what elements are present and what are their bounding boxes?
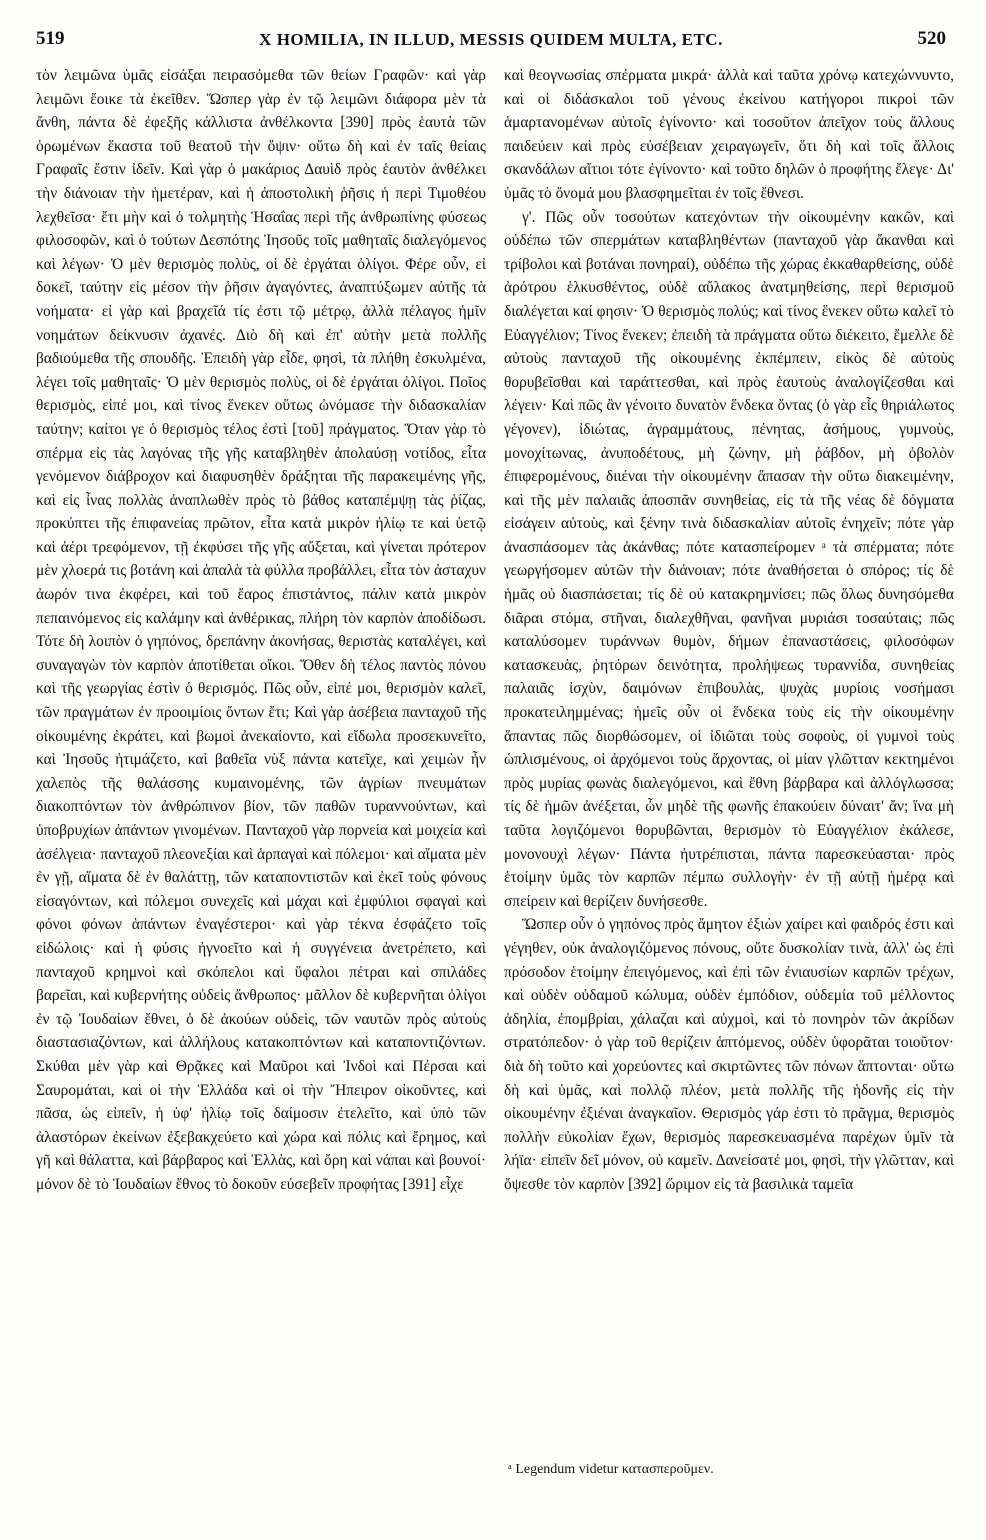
right-paragraph: Ὥσπερ οὖν ὁ γηπόνος πρὸς ἄμητον ἐξιὼν χαίρει καὶ φαιδρός ἐστι καὶ γέγηθεν, οὐκ ἀναλογιζόμενος πόνους, οὔτε δυσκολίαν τινὰ, ἀλλ' ὡς ἐπὶ πρόσοδον ἑτοίμην ἐπειγόμενος, καὶ ἐπὶ τῶν ἐνιαυσίων καρπῶν τρέχων, καὶ οὐδὲν οὐδαμοῦ κώλυμα, οὐδὲν ἐμπόδιον, οὐδεμία τοῦ μέλλοντος ἀδηλία, ἐπομβρίαι, χάλαζαι καὶ αὐχμοὶ, καὶ τὸ πονηρὸν τῶν ἀκρίδων στρατόπεδον· ὁ γὰρ τοῦ θερίζειν ἁπτόμενος, οὐδὲν ὑφορᾶται τοιοῦτον· διὰ δὴ τοῦτο καὶ χορεύοντες καὶ σκιρτῶντες τῶν πόνων ἅπτονται· οὕτω δὴ καὶ ὑμᾶς, καὶ πολλῷ πλέον, μετὰ πολλῆς τῆς ἡδονῆς εἰς τὴν οἰκουμένην ἐξιέναι ἀναγκαῖον. Θερισμὸς γάρ ἐστι τὸ πρᾶγμα, θερισμὸς πολλὴν εὐκολίαν ἔχων, θερισμὸς παρεσκευασμένα παρέχων ὑμῖν τὰ λήϊα· εἰπεῖν δεῖ μόνον, οὐ καμεῖν. Δανείσατέ μοι, φησὶ, τὴν γλῶτταν, καὶ ὄψεσθε τὸν καρπὸν [392] ὥριμον εἰς τὰ βασιλικὰ ταμεῖα (504, 916, 954, 1193)
left-column (36, 64, 486, 1484)
running-title: X HOMILIA, IN ILLUD, MESSIS QUIDEM MULTA, ETC. (259, 30, 723, 49)
page-number-left: 519 (36, 28, 65, 49)
running-header (36, 28, 946, 58)
right-paragraph: καὶ θεογνωσίας σπέρματα μικρά· ἀλλὰ καὶ ταῦτα χρόνῳ κατεχώννυντο, καὶ οἱ διδάσκαλοι τοῦ γένους ἐκείνου κατήγοροι πικροὶ τῶν ἁμαρτανομένων αὐτοῖς ἐγίνοντο· καὶ τοσοῦτον ἀπεῖχον τοὺς ἄλλους παιδεύειν καὶ πρὸς εὐσέβειαν χειραγωγεῖν, ὅτι δὴ καὶ τοῖς ἄλλοις σκανδάλων αἴτιοι τότε ἐγίνοντο· καὶ τοῦτο δηλῶν ὁ προφήτης ἔλεγε· Δι' ὑμᾶς τὸ ὄνομά μου βλασφημεῖται ἐν τοῖς ἔθνεσι. (504, 67, 954, 202)
footnote: ᵃ Legendum videtur κατασπεροῦμεν. (508, 1462, 714, 1477)
left-paragraph: τὸν λειμῶνα ὑμᾶς εἰσάξαι πειρασόμεθα τῶν θείων Γραφῶν· καὶ γὰρ λειμῶνι ἔοικε τὰ ἐκεῖθεν. Ὥσπερ γὰρ ἐν τῷ λειμῶνι διάφορα μὲν τὰ ἄνθη, πάντα δὲ ἐφεξῆς κάλλιστα ἀνθέλκοντα [390] πρὸς ἑαυτὰ τῶν ὁρωμένων ἕκαστα τοῦ θεατοῦ τὴν ὄψιν· οὕτω δὴ καὶ ἐν ταῖς θείαις Γραφαῖς ἔστιν ἰδεῖν. Καὶ γὰρ ὁ μακάριος Δαυὶδ πρὸς ἑαυτὸν ἀνθέλκει τὴν διάνοιαν τὴν ἡμετέραν, καὶ ἡ ἀποστολικὴ ῥῆσις ἡ περὶ Τιμοθέου λεχθεῖσα· ἔτι μὴν καὶ ὁ τολμητὴς Ἡσαΐας περὶ τῆς ἀνθρωπίνης φύσεως φιλοσοφῶν, καὶ ὁ τούτων Δεσπότης Ἰησοῦς τοῖς μαθηταῖς διαλεγόμενος καὶ λέγων· Ὁ μὲν θερισμὸς πολὺς, οἱ δὲ ἐργάται ὀλίγοι. Φέρε οὖν, εἰ δοκεῖ, ταύτην εἰς μέσον τὴν ῥῆσιν ἀγαγόντες, ἀναπτύξωμεν αὐτῆς τὰ νοήματα· εἰ γὰρ καὶ βραχεῖά τίς ἐστι τῷ μέτρῳ, ἀλλὰ πέλαγος ἡμῖν νοημάτων δείκνυσιν ἀχανές. Διὸ δὴ καὶ ἐπ' αὐτὴν μετὰ πολλῆς βαδιούμεθα τῆς σπουδῆς. Ἐπειδὴ γὰρ εἶδε, φησὶ, τὰ πλήθη ἐσκυλμένα, λέγει τοῖς μαθηταῖς· Ὁ μὲν θερισμὸς πολὺς, οἱ δὲ ἐργάται ὀλίγοι. Ποῖος θερισμὸς, εἰπέ μοι, καὶ τίνος ἕνεκεν οὕτως ὠνόμασε τὴν διδασκαλίαν ταύτην; καίτοι γε ὁ θερισμὸς τέλος ἐστὶ [τοῦ] πράγματος. Ὅταν γὰρ τὸ σπέρμα εἰς τὰς λαγόνας τῆς γῆς καταβληθὲν ἀπολαύσῃ νοτίδος, εἶτα γενόμενον διάβροχον καὶ διαφυσηθὲν δράξηται τῆς παρακειμένης γῆς, καὶ εἰς ἶνας πολλὰς ἀναπλωθὲν πρὸς τὸ βάθος καταπέμψῃ τὰς ῥίζας, προκύπτει τῆς ἐπιφανείας πρῶτον, εἶτα κατὰ μικρὸν ἡλίῳ τε καὶ ὑετῷ καὶ ἀέρι τρεφόμενον, τῇ ἐκφύσει τῆς γῆς αὔξεται, καὶ γίνεται πρότερον μὲν χλοερά τις βοτάνη καὶ ἁπαλὰ τὰ φύλλα προβάλλει, εἶτα τὸν ἀσταχυν ἀωρόν τινα ἐκφέρει, καὶ τοῦ ἔαρος ἐπιστάντος, πάλιν κατὰ μικρὸν πεπαινόμενος εἰς καλάμην καὶ ἀνθέρικας, πλήρη τὸν καρπὸν ἀποδίδωσι. Τότε δὴ λοιπὸν ὁ γηπόνος, δρεπάνην ἀκονήσας, θεριστὰς καταλέγει, καὶ συναγαγὼν τὸν καρπὸν ἀποτίθεται οἴκοι. Ὅθεν δὴ τέλος παντὸς πόνου καὶ τῆς γεωργίας ἐστὶν ὁ θερισμός. Πῶς οὖν, εἰπέ μοι, θερισμὸν καλεῖ, τῶν πραγμάτων ἐν προοιμίοις ὄντων ἔτι; Καὶ γὰρ ἀσέβεια πανταχοῦ τῆς οἰκουμένης ἐκράτει, καὶ βωμοὶ ἀνεκαίοντο, καὶ εἴδωλα προσεκυνεῖτο, καὶ Ἰησοῦς ἠτιμάζετο, καὶ βαθεῖα νὺξ πάντα κατεῖχε, καὶ χειμὼν ἦν χαλεπὸς τῆς θαλάσσης κυμαινομένης, τῶν ἀγρίων πνευμάτων διακοπτόντων τὸν ἀνθρώπινον βίον, τῶν παθῶν τυραννούντων, καὶ ὑποβρυχίων ἁπάντων γινομένων. Πανταχοῦ γὰρ πορνεία καὶ μοιχεία καὶ ἀσέλγεια· πανταχοῦ πλεονεξίαι καὶ ἁρπαγαὶ καὶ πόλεμοι· καὶ αἵματα μὲν ἐν γῇ, αἵματα δὲ ἐν θαλάττῃ, τῶν καταποντιστῶν καὶ ἐκεῖ τοὺς φόνους εἰσαγόντων, καὶ πόλεμοι συνεχεῖς καὶ μάχαι καὶ ἐμφύλιοι σφαγαὶ καὶ φόνοι φόνων ἁπάντων ἐναγέστεροι· καὶ γὰρ τέκνα ἐσφάζετο τοῖς εἰδώλοις· καὶ ἡ φύσις ἠγνοεῖτο καὶ ἡ συγγένεια ἀνετρέπετο, καὶ πανταχοῦ κρημνοὶ καὶ σκόπελοι καὶ ὕφαλοι πέτραι καὶ σπιλάδες βαρεῖαι, καὶ κυβερνήτης οὐδεὶς ἄνθρωπος· μᾶλλον δὲ κυβερνῆται ὀλίγοι ἐν τῷ Ἰουδαίων ἔθνει, ὁ δὲ ἀκούων οὐδεὶς, τῶν ναυτῶν πρὸς αὐτοὺς διαστασιαζόντων, καὶ ἀλλήλους κατακοπτόντων καὶ καταποντιζόντων. Σκύθαι μὲν γὰρ καὶ Θρᾷκες καὶ Μαῦροι καὶ Ἰνδοὶ καὶ Πέρσαι καὶ Σαυρομάται, καὶ οἱ τὴν Ἑλλάδα καὶ οἱ τὴν Ἤπειρον οἰκοῦντες, καὶ πᾶσα, ὡς εἰπεῖν, ἡ ὑφ' ἡλίῳ τοῖς δαίμοσιν ἐτελεῖτο, καὶ ὑπὸ τῶν ἀλαστόρων ἐκείνων ἐξεβακχεύετο καὶ χώρα καὶ πόλις καὶ ἔρημος, καὶ γῆ καὶ θάλαττα, καὶ βάρβαρος καὶ Ἑλλὰς, καὶ ὄρη καὶ νάπαι καὶ βουνοί· μόνον δὲ τὸ Ἰουδαίων ἔθνος τὸ δοκοῦν εὐσεβεῖν προφήτας [391] εἶχε (36, 67, 486, 1193)
right-column (504, 64, 954, 1454)
page-number-right: 520 (917, 28, 946, 49)
right-paragraph: γ'. Πῶς οὖν τοσούτων κατεχόντων τὴν οἰκουμένην κακῶν, καὶ οὐδέπω τῶν σπερμάτων καταβληθέντων (πανταχοῦ γὰρ ἄκανθαι καὶ τρίβολοι καὶ βοτάναι πονηραί), οὐδέπω τῆς χώρας ἐκκαθαρθείσης, οὐδὲ ἀρότρου ἑλκυσθέντος, οὐδὲ αὔλακος ἀνατμηθείσης, περὶ θερισμοῦ διαλέγεται καί φησιν· Ὁ θερισμὸς πολύς; καὶ τίνος ἕνεκεν οὕτω καλεῖ τὸ Εὐαγγέλιον; Τίνος ἕνεκεν; ἐπειδὴ τὰ πράγματα οὕτω διέκειτο, ἔμελλε δὲ αὐτοὺς πανταχοῦ τῆς οἰκουμένης ἐκπέμπειν, εἰκὸς δὲ αὐτοὺς θορυβεῖσθαι καὶ ταράττεσθαι, καὶ πρὸς ἑαυτοὺς ἀναλογίζεσθαι καὶ λέγειν· Καὶ πῶς ἂν γένοιτο δυνατὸν ἕνδεκα ὄντας (ὁ γὰρ εἷς θηριάλωτος γέγονεν), ἰδιώτας, ἀγραμμάτους, πένητας, ἀσήμους, γυμνοὺς, μονοχίτωνας, ἀνυποδέτους, μὴ ζώνην, μὴ ῥάβδον, μὴ ὀβολὸν ἐπιφερομένους, διιέναι τὴν οἰκουμένην ἅπασαν τὴν οὕτω διακειμένην, καὶ τῆς μὲν παλαιᾶς ἀποσπᾶν συνηθείας, εἰς τὰ τῆς νέας δὲ δόγματα εἰσάγειν αὐτοὺς, καὶ ξένην τινὰ διδασκαλίαν αὐτοῖς ἐνηχεῖν; πότε γὰρ ἀνασπάσομεν τὰς ἀκάνθας; πότε κατασπείρομεν ᵃ τὰ σπέρματα; πότε γεωργήσομεν αὐτῶν τὴν διάνοιαν; πότε ἀναθήσεται ὁ σπόρος; τίς δὲ ἡμᾶς οὐ διασπάσεται; τίς δὲ οὐ κατακρημνίσει; πῶς ὅλως δυνησόμεθα διᾶραι στόμα, στῆναι, διαλεχθῆναι, φανῆναι μυριάσι τοσαύταις; πῶς καταλύσομεν τυράννων θυμὸν, δήμων ἐπαναστάσεις, φιλοσόφων κατασκευὰς, ῥητόρων δεινότητα, προλήψεως τυραννίδα, συνηθείας παλαιᾶς ἰσχὺν, δαιμόνων ἐπιβουλὰς, ψυχὰς μυρίοις νοσήμασι προκατειλημμένας; ἡμεῖς οὖν οἱ ἕνδεκα τοὺς εἰς τὴν οἰκουμένην ἅπαντας πῶς διορθώσομεν, οἱ ἰδιῶται τοὺς σοφοὺς, οἱ γυμνοὶ τοὺς ὡπλισμένους, οἱ ἀρχόμενοι τοὺς ἄρχοντας, οἱ μίαν γλῶτταν κεκτημένοι πρὸς μυρίας φωνὰς διαλεγόμενοι, καὶ ἔθνη βάρβαρα καὶ ἀλλόγλωσσα; τίς δὲ ἡμῶν ἀνέξεται, ὧν μηδὲ τῆς φωνῆς ἐπακούειν δύναιτ' ἄν; ἵνα μὴ ταῦτα λογιζόμενοι θορυβῶνται, θερισμὸν τὸ Εὐαγγέλιον ἐκάλεσε, μονονουχὶ λέγων· Πάντα ἠυτρέπισται, πάντα παρεσκεύασται· πρὸς ἑτοίμην ὑμᾶς τὸν καρπῶν πέμπω συλλογὴν· ἐν τῇ αὐτῇ ἡμέρᾳ καὶ σπείρειν καὶ θερίζειν δυνήσεσθε. (504, 208, 954, 910)
